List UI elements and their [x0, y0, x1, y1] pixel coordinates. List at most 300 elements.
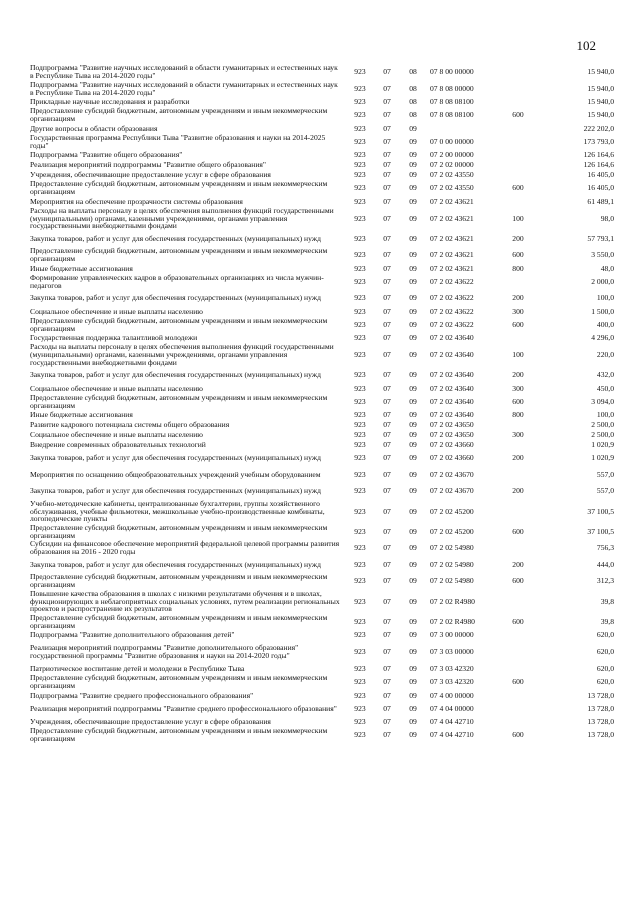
row-section-code: 07 — [383, 469, 391, 479]
row-section-code: 07 — [383, 690, 391, 700]
row-target-article: 07 3 03 42320 — [430, 677, 474, 687]
row-ministry-code: 923 — [354, 630, 366, 640]
row-ministry-code: 923 — [354, 526, 366, 536]
table-row — [30, 540, 614, 557]
row-expense-type: 200 — [512, 453, 524, 463]
row-target-article: 07 4 00 00000 — [430, 690, 474, 700]
row-subsection-code: 09 — [409, 543, 417, 553]
row-expense-type: 600 — [512, 250, 524, 260]
table-row — [30, 590, 614, 614]
row-ministry-code: 923 — [354, 263, 366, 273]
row-name: Государственная программа Республики Тыва "Развитие образования и науки на 2014-2025 годы" — [30, 132, 326, 150]
row-ministry-code: 923 — [354, 136, 366, 146]
row-ministry-code: 923 — [354, 486, 366, 496]
table-row — [30, 307, 614, 317]
row-name: Иные бюджетные ассигнования — [30, 263, 133, 273]
row-subsection-code: 09 — [409, 136, 417, 146]
row-ministry-code: 923 — [354, 97, 366, 107]
row-name: Учреждения, обеспечивающие предоставление услуг в сфере образования — [30, 170, 271, 180]
row-amount: 1 020,9 — [591, 453, 614, 463]
row-target-article: 07 2 02 54980 — [430, 543, 474, 553]
row-section-code: 07 — [383, 576, 391, 586]
row-section-code: 07 — [383, 730, 391, 740]
row-expense-type: 200 — [512, 559, 524, 569]
row-section-code: 07 — [383, 677, 391, 687]
table-row — [30, 483, 614, 500]
row-ministry-code: 923 — [354, 383, 366, 393]
row-subsection-code: 09 — [409, 233, 417, 243]
row-subsection-code: 08 — [409, 67, 417, 77]
row-ministry-code: 923 — [354, 83, 366, 93]
row-subsection-code: 09 — [409, 630, 417, 640]
row-target-article: 07 2 00 00000 — [430, 150, 474, 160]
table-row — [30, 367, 614, 384]
row-subsection-code: 09 — [409, 396, 417, 406]
row-amount: 100,0 — [596, 410, 614, 420]
row-name: Внедрение современных образовательных технологий — [30, 440, 206, 450]
row-ministry-code: 923 — [354, 67, 366, 77]
row-amount: 557,0 — [596, 469, 614, 479]
row-section-code: 07 — [383, 440, 391, 450]
row-subsection-code: 09 — [409, 526, 417, 536]
row-subsection-code: 09 — [409, 576, 417, 586]
row-amount: 98,0 — [600, 213, 614, 223]
row-target-article: 07 2 02 R4980 — [430, 596, 475, 606]
table-row — [30, 573, 614, 590]
row-name: Другие вопросы в области образования — [30, 123, 158, 133]
row-target-article: 07 4 04 42710 — [430, 730, 474, 740]
row-ministry-code: 923 — [354, 110, 366, 120]
row-ministry-code: 923 — [354, 333, 366, 343]
row-target-article: 07 3 03 42320 — [430, 664, 474, 674]
row-target-article: 07 2 02 43622 — [430, 306, 474, 316]
row-name: Предоставление субсидий бюджетным, автономным учреждениям и иным некоммерческим организациям — [30, 726, 328, 744]
row-name: Предоставление субсидий бюджетным, автономным учреждениям и иным некоммерческим организациям — [30, 522, 328, 540]
row-section-code: 07 — [383, 306, 391, 316]
row-section-code: 07 — [383, 213, 391, 223]
row-expense-type: 300 — [512, 383, 524, 393]
row-name: Закупка товаров, работ и услуг для обеспечения государственных (муниципальных) нужд — [30, 559, 321, 569]
row-amount: 3 550,0 — [591, 250, 614, 260]
row-amount: 126 164,6 — [583, 150, 614, 160]
row-section-code: 07 — [383, 596, 391, 606]
row-expense-type: 600 — [512, 396, 524, 406]
row-subsection-code: 09 — [409, 370, 417, 380]
row-ministry-code: 923 — [354, 350, 366, 360]
row-section-code: 07 — [383, 97, 391, 107]
row-ministry-code: 923 — [354, 559, 366, 569]
row-target-article: 07 2 02 54980 — [430, 559, 474, 569]
row-ministry-code: 923 — [354, 196, 366, 206]
row-section-code: 07 — [383, 420, 391, 430]
row-subsection-code: 09 — [409, 420, 417, 430]
row-amount: 444,0 — [596, 559, 614, 569]
row-section-code: 07 — [383, 263, 391, 273]
row-expense-type: 100 — [512, 213, 524, 223]
row-name: Иные бюджетные ассигнования — [30, 410, 133, 420]
row-section-code: 07 — [383, 506, 391, 516]
row-amount: 2 000,0 — [591, 276, 614, 286]
row-amount: 620,0 — [596, 677, 614, 687]
row-ministry-code: 923 — [354, 506, 366, 516]
row-expense-type: 600 — [512, 526, 524, 536]
row-name: Субсидии на финансовое обеспечение мероприятий федеральной целевой программы развития образования на 2016 - 2020 годы — [30, 539, 340, 557]
row-subsection-code: 09 — [409, 293, 417, 303]
row-amount: 620,0 — [596, 647, 614, 657]
row-section-code: 07 — [383, 110, 391, 120]
row-ministry-code: 923 — [354, 690, 366, 700]
row-amount: 620,0 — [596, 630, 614, 640]
row-target-article: 07 2 02 43640 — [430, 396, 474, 406]
row-amount: 557,0 — [596, 486, 614, 496]
row-section-code: 07 — [383, 486, 391, 496]
row-subsection-code: 09 — [409, 730, 417, 740]
row-target-article: 07 2 02 43650 — [430, 420, 474, 430]
row-name: Закупка товаров, работ и услуг для обеспечения государственных (муниципальных) нужд — [30, 486, 321, 496]
row-ministry-code: 923 — [354, 160, 366, 170]
row-section-code: 07 — [383, 396, 391, 406]
row-ministry-code: 923 — [354, 730, 366, 740]
row-target-article: 07 2 02 43621 — [430, 263, 474, 273]
table-row — [30, 81, 614, 98]
row-subsection-code: 09 — [409, 213, 417, 223]
row-name: Предоставление субсидий бюджетным, автономным учреждениям и иным некоммерческим организациям — [30, 673, 328, 691]
row-target-article: 07 2 02 43660 — [430, 440, 474, 450]
row-section-code: 07 — [383, 616, 391, 626]
row-name: Повышение качества образования в школах с низкими результатами обучения и в школах, функционирующих в неблагоприятных социальных условиях, путем реализации региональных проектов и распространение их результатов — [30, 588, 340, 614]
table-row — [30, 410, 614, 420]
table-row — [30, 264, 614, 274]
row-subsection-code: 09 — [409, 170, 417, 180]
row-amount: 2 500,0 — [591, 430, 614, 440]
table-row — [30, 247, 614, 264]
row-name: Предоставление субсидий бюджетным, автономным учреждениям и иным некоммерческим организациям — [30, 179, 328, 197]
row-amount: 37 100,5 — [587, 506, 614, 516]
row-name: Предоставление субсидий бюджетным, автономным учреждениям и иным некоммерческим организациям — [30, 106, 328, 124]
row-amount: 13 728,0 — [587, 690, 614, 700]
row-expense-type: 200 — [512, 370, 524, 380]
row-amount: 13 728,0 — [587, 730, 614, 740]
table-row — [30, 614, 614, 631]
row-section-code: 07 — [383, 196, 391, 206]
row-amount: 2 500,0 — [591, 420, 614, 430]
row-subsection-code: 09 — [409, 383, 417, 393]
row-amount: 432,0 — [596, 370, 614, 380]
row-expense-type: 600 — [512, 319, 524, 329]
row-amount: 57 793,1 — [587, 233, 614, 243]
row-subsection-code: 09 — [409, 150, 417, 160]
row-ministry-code: 923 — [354, 123, 366, 133]
row-ministry-code: 923 — [354, 213, 366, 223]
row-section-code: 07 — [383, 123, 391, 133]
row-target-article: 07 8 00 00000 — [430, 67, 474, 77]
row-section-code: 07 — [383, 150, 391, 160]
row-target-article: 07 0 00 00000 — [430, 136, 474, 146]
row-subsection-code: 09 — [409, 410, 417, 420]
table-row — [30, 207, 614, 231]
row-name: Развитие кадрового потенциала системы общего образования — [30, 420, 230, 430]
row-ministry-code: 923 — [354, 717, 366, 727]
row-ministry-code: 923 — [354, 293, 366, 303]
row-subsection-code: 09 — [409, 276, 417, 286]
row-target-article: 07 2 02 43621 — [430, 233, 474, 243]
row-subsection-code: 09 — [409, 703, 417, 713]
row-name: Патриотическое воспитание детей и молодежи в Республике Тыва — [30, 664, 245, 674]
row-subsection-code: 09 — [409, 664, 417, 674]
row-section-code: 07 — [383, 250, 391, 260]
row-name: Закупка товаров, работ и услуг для обеспечения государственных (муниципальных) нужд — [30, 293, 321, 303]
row-target-article: 07 8 08 08100 — [430, 110, 474, 120]
row-amount: 16 405,0 — [587, 183, 614, 193]
table-row — [30, 467, 614, 484]
row-target-article: 07 4 04 00000 — [430, 703, 474, 713]
row-name: Расходы на выплаты персоналу в целях обеспечения выполнения функций государственными (муниципальными) органами, казенными учреждениями, органами управления государственными внебюджетными фондами — [30, 205, 334, 231]
row-name: Реализация мероприятий подпрограммы "Развитие общего образования" — [30, 160, 267, 170]
row-name: Подпрограмма "Развитие среднего профессионального образования" — [30, 690, 254, 700]
row-amount: 126 164,6 — [583, 160, 614, 170]
row-subsection-code: 09 — [409, 469, 417, 479]
row-target-article: 07 2 02 43670 — [430, 486, 474, 496]
row-subsection-code: 09 — [409, 453, 417, 463]
row-amount: 1 020,9 — [591, 440, 614, 450]
table-row — [30, 274, 614, 291]
row-expense-type: 300 — [512, 430, 524, 440]
row-amount: 61 489,1 — [587, 196, 614, 206]
row-expense-type: 600 — [512, 183, 524, 193]
row-name: Социальное обеспечение и иные выплаты населению — [30, 306, 203, 316]
row-name: Подпрограмма "Развитие общего образования" — [30, 150, 183, 160]
row-section-code: 07 — [383, 430, 391, 440]
row-target-article: 07 2 02 43550 — [430, 183, 474, 193]
row-subsection-code: 09 — [409, 319, 417, 329]
row-amount: 37 100,5 — [587, 526, 614, 536]
row-subsection-code: 09 — [409, 430, 417, 440]
row-subsection-code: 09 — [409, 506, 417, 516]
row-section-code: 07 — [383, 410, 391, 420]
row-ministry-code: 923 — [354, 543, 366, 553]
row-section-code: 07 — [383, 170, 391, 180]
row-target-article: 07 4 04 42710 — [430, 717, 474, 727]
row-target-article: 07 2 02 43640 — [430, 383, 474, 393]
table-row — [30, 124, 614, 134]
row-name: Социальное обеспечение и иные выплаты населению — [30, 383, 203, 393]
row-expense-type: 800 — [512, 263, 524, 273]
row-section-code: 07 — [383, 703, 391, 713]
row-target-article: 07 2 02 45200 — [430, 526, 474, 536]
row-expense-type: 600 — [512, 730, 524, 740]
row-ministry-code: 923 — [354, 576, 366, 586]
table-row — [30, 231, 614, 248]
row-ministry-code: 923 — [354, 664, 366, 674]
row-section-code: 07 — [383, 559, 391, 569]
row-name: Социальное обеспечение и иные выплаты населению — [30, 430, 203, 440]
table-row — [30, 394, 614, 411]
row-expense-type: 600 — [512, 616, 524, 626]
row-expense-type: 600 — [512, 677, 524, 687]
row-section-code: 07 — [383, 717, 391, 727]
table-row — [30, 440, 614, 450]
row-expense-type: 600 — [512, 576, 524, 586]
row-target-article: 07 2 02 00000 — [430, 160, 474, 170]
row-target-article: 07 2 02 43640 — [430, 333, 474, 343]
row-amount: 1 500,0 — [591, 306, 614, 316]
row-amount: 15 940,0 — [587, 97, 614, 107]
row-name: Предоставление субсидий бюджетным, автономным учреждениям и иным некоммерческим организациям — [30, 392, 328, 410]
row-target-article: 07 8 08 00000 — [430, 83, 474, 93]
row-name: Государственная поддержка талантливой молодежи — [30, 333, 198, 343]
row-target-article: 07 2 02 43622 — [430, 276, 474, 286]
row-subsection-code: 09 — [409, 123, 417, 133]
row-target-article: 07 2 02 43670 — [430, 469, 474, 479]
row-subsection-code: 09 — [409, 160, 417, 170]
row-subsection-code: 09 — [409, 647, 417, 657]
row-section-code: 07 — [383, 333, 391, 343]
table-row — [30, 420, 614, 430]
row-subsection-code: 09 — [409, 196, 417, 206]
row-ministry-code: 923 — [354, 440, 366, 450]
row-ministry-code: 923 — [354, 319, 366, 329]
row-section-code: 07 — [383, 383, 391, 393]
budget-table — [30, 64, 614, 744]
row-subsection-code: 09 — [409, 350, 417, 360]
row-name: Реализация мероприятий подпрограммы "Развитие среднего профессионального образования" — [30, 703, 337, 713]
row-subsection-code: 08 — [409, 97, 417, 107]
row-amount: 15 940,0 — [587, 110, 614, 120]
table-row — [30, 107, 614, 124]
row-subsection-code: 09 — [409, 486, 417, 496]
table-row — [30, 691, 614, 701]
table-row — [30, 150, 614, 160]
row-subsection-code: 09 — [409, 616, 417, 626]
row-name: Формирование управленческих кадров в образовательных организациях из числа мужчин-педагогов — [30, 272, 324, 290]
row-target-article: 07 3 00 00000 — [430, 630, 474, 640]
row-name: Подпрограмма "Развитие научных исследований в области гуманитарных и естественных наук в Республике Тыва на 2014-2020 годы" — [30, 79, 338, 97]
row-subsection-code: 09 — [409, 250, 417, 260]
row-ministry-code: 923 — [354, 370, 366, 380]
row-name: Предоставление субсидий бюджетным, автономным учреждениям и иным некоммерческим организациям — [30, 315, 328, 333]
row-expense-type: 200 — [512, 233, 524, 243]
row-expense-type: 100 — [512, 350, 524, 360]
row-subsection-code: 09 — [409, 306, 417, 316]
row-ministry-code: 923 — [354, 420, 366, 430]
row-name: Реализация мероприятий подпрограммы "Развитие дополнительного образования" государственной программы "Развитие образования и науки на 2014-2020 годы" — [30, 643, 299, 660]
row-amount: 173 793,0 — [583, 136, 614, 146]
row-ministry-code: 923 — [354, 430, 366, 440]
table-row — [30, 701, 614, 718]
table-row — [30, 430, 614, 440]
row-target-article: 07 2 02 43640 — [430, 410, 474, 420]
table-row — [30, 317, 614, 334]
row-section-code: 07 — [383, 630, 391, 640]
table-row — [30, 134, 614, 151]
row-ministry-code: 923 — [354, 306, 366, 316]
row-section-code: 07 — [383, 233, 391, 243]
row-subsection-code: 09 — [409, 596, 417, 606]
row-amount: 100,0 — [596, 293, 614, 303]
row-name: Подпрограмма "Развитие научных исследований в области гуманитарных и естественных наук в Республике Тыва на 2014-2020 годы" — [30, 63, 338, 81]
row-ministry-code: 923 — [354, 453, 366, 463]
row-ministry-code: 923 — [354, 170, 366, 180]
row-name: Закупка товаров, работ и услуг для обеспечения государственных (муниципальных) нужд — [30, 370, 321, 380]
table-row — [30, 727, 614, 744]
row-section-code: 07 — [383, 67, 391, 77]
table-row — [30, 640, 614, 664]
table-row — [30, 290, 614, 307]
row-amount: 4 296,0 — [591, 333, 614, 343]
row-section-code: 07 — [383, 83, 391, 93]
row-target-article: 07 2 02 54980 — [430, 576, 474, 586]
row-target-article: 07 2 02 43622 — [430, 293, 474, 303]
row-section-code: 07 — [383, 319, 391, 329]
table-row — [30, 500, 614, 524]
row-amount: 16 405,0 — [587, 170, 614, 180]
row-section-code: 07 — [383, 664, 391, 674]
table-row — [30, 197, 614, 207]
row-ministry-code: 923 — [354, 596, 366, 606]
row-subsection-code: 09 — [409, 263, 417, 273]
row-target-article: 07 2 02 43621 — [430, 213, 474, 223]
row-name: Подпрограмма "Развитие дополнительного образования детей" — [30, 630, 235, 640]
row-expense-type: 800 — [512, 410, 524, 420]
row-name: Закупка товаров, работ и услуг для обеспечения государственных (муниципальных) нужд — [30, 233, 321, 243]
page-number: 102 — [576, 38, 596, 53]
row-subsection-code: 09 — [409, 333, 417, 343]
row-ministry-code: 923 — [354, 647, 366, 657]
row-ministry-code: 923 — [354, 150, 366, 160]
row-target-article: 07 2 02 43650 — [430, 430, 474, 440]
row-target-article: 07 2 02 43640 — [430, 370, 474, 380]
row-amount: 15 940,0 — [587, 83, 614, 93]
row-ministry-code: 923 — [354, 410, 366, 420]
row-amount: 220,0 — [596, 350, 614, 360]
row-ministry-code: 923 — [354, 469, 366, 479]
row-expense-type: 200 — [512, 293, 524, 303]
row-target-article: 07 3 03 00000 — [430, 647, 474, 657]
row-section-code: 07 — [383, 526, 391, 536]
row-section-code: 07 — [383, 370, 391, 380]
row-target-article: 07 2 02 45200 — [430, 506, 474, 516]
row-section-code: 07 — [383, 293, 391, 303]
row-subsection-code: 08 — [409, 83, 417, 93]
row-name: Учебно-методические кабинеты, централизованные бухгалтерии, группы хозяйственного обслуживания, учебные фильмотеки, межшкольные учебно-производственные комбинаты, логопедические пункты — [30, 498, 325, 524]
row-ministry-code: 923 — [354, 276, 366, 286]
row-ministry-code: 923 — [354, 616, 366, 626]
row-section-code: 07 — [383, 350, 391, 360]
table-row — [30, 343, 614, 367]
row-ministry-code: 923 — [354, 677, 366, 687]
row-name: Мероприятия по оснащению общеобразовательных учреждений учебным оборудованием — [30, 469, 321, 479]
row-name: Предоставление субсидий бюджетным, автономным учреждениям и иным некоммерческим организациям — [30, 246, 328, 264]
row-name: Закупка товаров, работ и услуг для обеспечения государственных (муниципальных) нужд — [30, 453, 321, 463]
row-target-article: 07 2 02 43622 — [430, 319, 474, 329]
row-name: Учреждения, обеспечивающие предоставление услуг в сфере образования — [30, 717, 271, 727]
table-row — [30, 384, 614, 394]
row-amount: 39,8 — [600, 616, 614, 626]
row-amount: 450,0 — [596, 383, 614, 393]
row-amount: 756,3 — [596, 543, 614, 553]
row-amount: 222 202,0 — [583, 123, 614, 133]
row-name: Предоставление субсидий бюджетным, автономным учреждениям и иным некоммерческим организациям — [30, 612, 328, 630]
table-row — [30, 524, 614, 541]
row-amount: 312,3 — [596, 576, 614, 586]
row-name: Прикладные научные исследования и разработки — [30, 97, 190, 107]
row-amount: 400,0 — [596, 319, 614, 329]
row-amount: 48,0 — [600, 263, 614, 273]
row-target-article: 07 2 02 43640 — [430, 350, 474, 360]
row-subsection-code: 09 — [409, 677, 417, 687]
row-expense-type: 600 — [512, 110, 524, 120]
row-section-code: 07 — [383, 160, 391, 170]
